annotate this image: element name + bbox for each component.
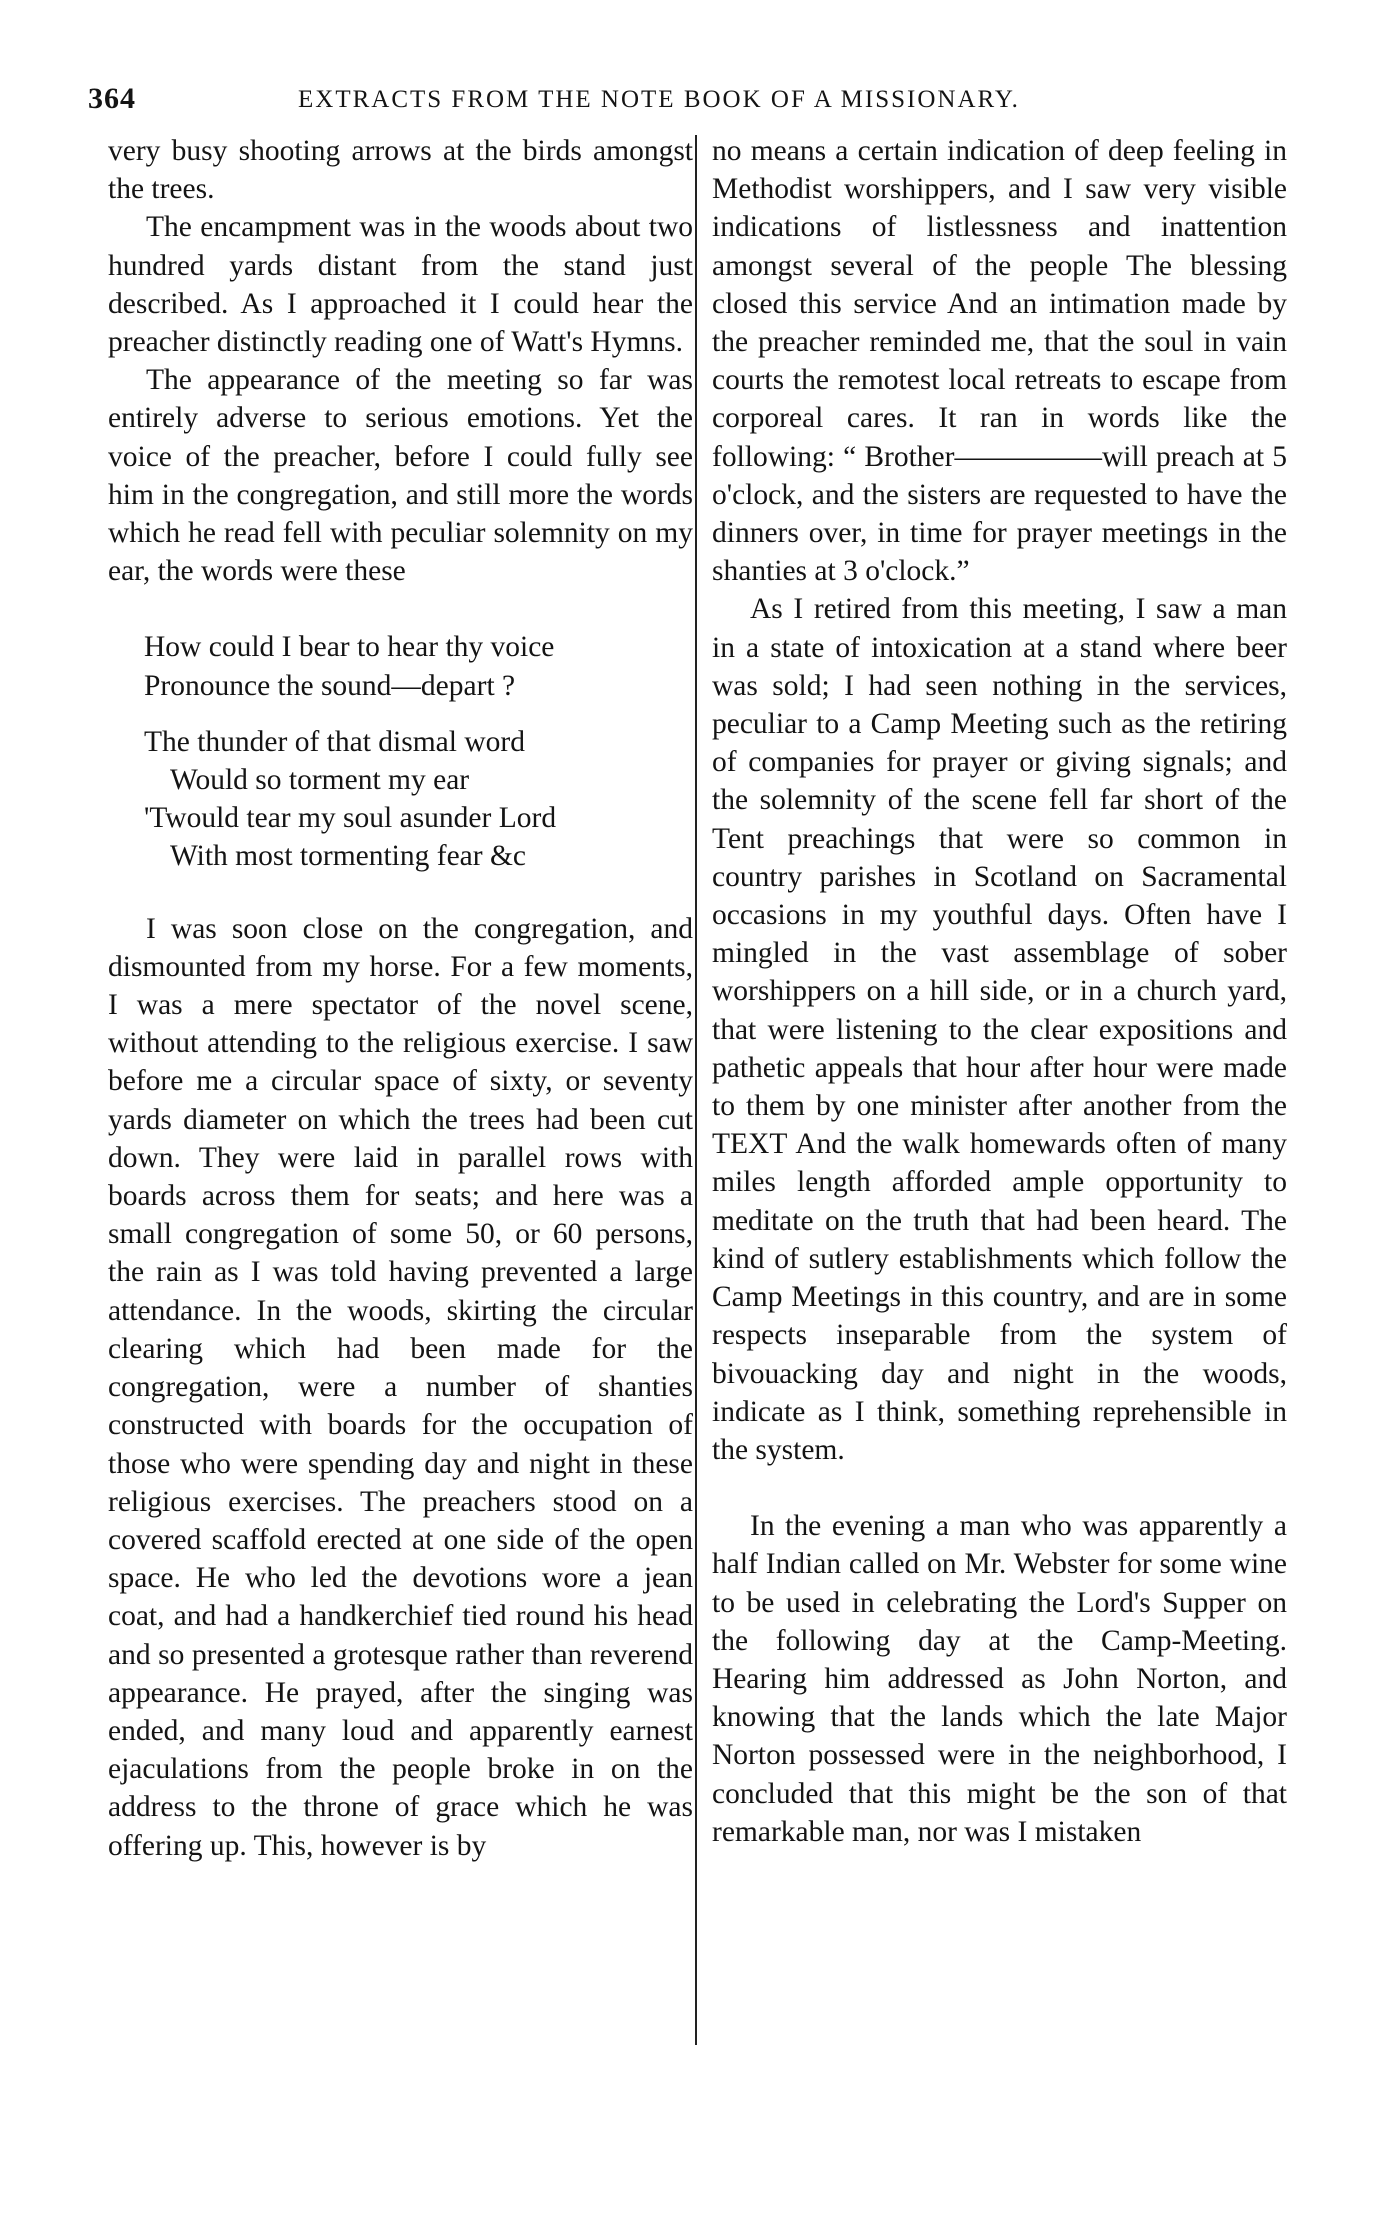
- hymn-line: 'Twould tear my soul asunder Lord: [144, 802, 557, 835]
- hymn-stanza-2: [144, 723, 693, 876]
- paragraph-evening: In the evening a man who was apparently a half Indian called on Mr. Webster for some wine to be used in celebrating the Lord's Supper on the following day at the Camp-Meeting. Hearing him addressed as John Norton, and knowing that the lands which the late Major Norton possessed were in the neighborhood, I concluded that this might be the son of that remarkable man, nor was I mistaken: [712, 1510, 1287, 1848]
- paragraph-continuation: no means a certain indication of deep feeling in Methodist worshippers, and I saw very visible indications of listlessness and inattention amongst several of the people The blessing closed this service And an intimation made by the preacher reminded me, that the soul in vain courts the remotest local retreats to escape from corporeal cares. It ran in words like the following: “ Brother—————will preach at 5 o'clock, and the sisters are requested to have the dinners over, in time for prayer meetings in the shanties at 3 o'clock.”: [712, 135, 1287, 588]
- hymn-line: How could I bear to hear thy voice: [144, 631, 555, 664]
- paragraph-continuation: very busy shooting arrows at the birds amongst the trees.: [108, 135, 693, 206]
- running-title: EXTRACTS FROM THE NOTE BOOK OF A MISSIONARY.: [298, 86, 1020, 113]
- right-column: [712, 132, 1287, 1851]
- hymn-line: Would so torment my ear: [170, 764, 470, 797]
- hymn-line: With most tormenting fear &c: [170, 840, 527, 873]
- paragraph-encampment: The encampment was in the woods about two hundred yards distant from the stand just described. As I approached it I could hear the preacher distinctly reading one of Watt's Hymns.: [108, 211, 693, 359]
- left-column: [108, 132, 693, 1865]
- paragraph-retired: As I retired from this meeting, I saw a man in a state of intoxication at a stand where beer was sold; I had seen nothing in the services, peculiar to a Camp Meeting such as the retiring of companies for prayer or giving signals; and the solemnity of the scene fell far short of the Tent preachings that were so common in country parishes in Scotland on Sacramental occasions in my youthful days. Often have I mingled in the vast assemblage of sober worshippers on a hill side, or in a church yard, that were listening to the clear expositions and pathetic appeals that hour after hour were made to them by one minister after another from the TEXT And the walk homewards often of many miles length afforded ample opportunity to meditate on the truth that had been heard. The kind of sutlery establishments which follow the Camp Meetings in this country, and are in some respects inseparable from the system of bivouacking day and night in the woods, indicate as I think, something reprehensible in the system.: [712, 593, 1287, 1466]
- hymn-line: Pronounce the sound—depart ?: [144, 669, 516, 702]
- paragraph-congregation: I was soon close on the congregation, and dismounted from my horse. For a few moments, I was a mere spectator of the novel scene, without attending to the religious exercise. I saw before me a circular space of sixty, or seventy yards diameter on which the trees had been cut down. They were laid in parallel rows with boards across them for seats; and here was a small congregation of some 50, or 60 persons, the rain as I was told having prevented a large attendance. In the woods, skirting the circular clearing which had been made for the congregation, were a number of shanties constructed with boards for the occupation of those who were spending day and night in these religious exercises. The preachers stood on a covered scaffold erected at one side of the open space. He who led the devotions wore a jean coat, and had a handkerchief tied round his head and so presented a grotesque rather than reverend appearance. He prayed, after the singing was ended, and many loud and apparently earnest ejaculations from the people broke in on the address to the throne of grace which he was offering up. This, however is by: [108, 912, 693, 1862]
- page-header: [88, 82, 1303, 122]
- hymn-line: The thunder of that dismal word: [144, 725, 525, 758]
- paragraph-appearance: The appearance of the meeting so far was entirely adverse to serious emotions. Yet the voice of the preacher, before I could fully see him in the congregation, and still more the words which he read fell with peculiar solemnity on my ear, the words were these: [108, 364, 693, 588]
- column-divider: [695, 135, 697, 2045]
- page-number: 364: [88, 82, 136, 115]
- hymn-stanza-1: [144, 628, 693, 704]
